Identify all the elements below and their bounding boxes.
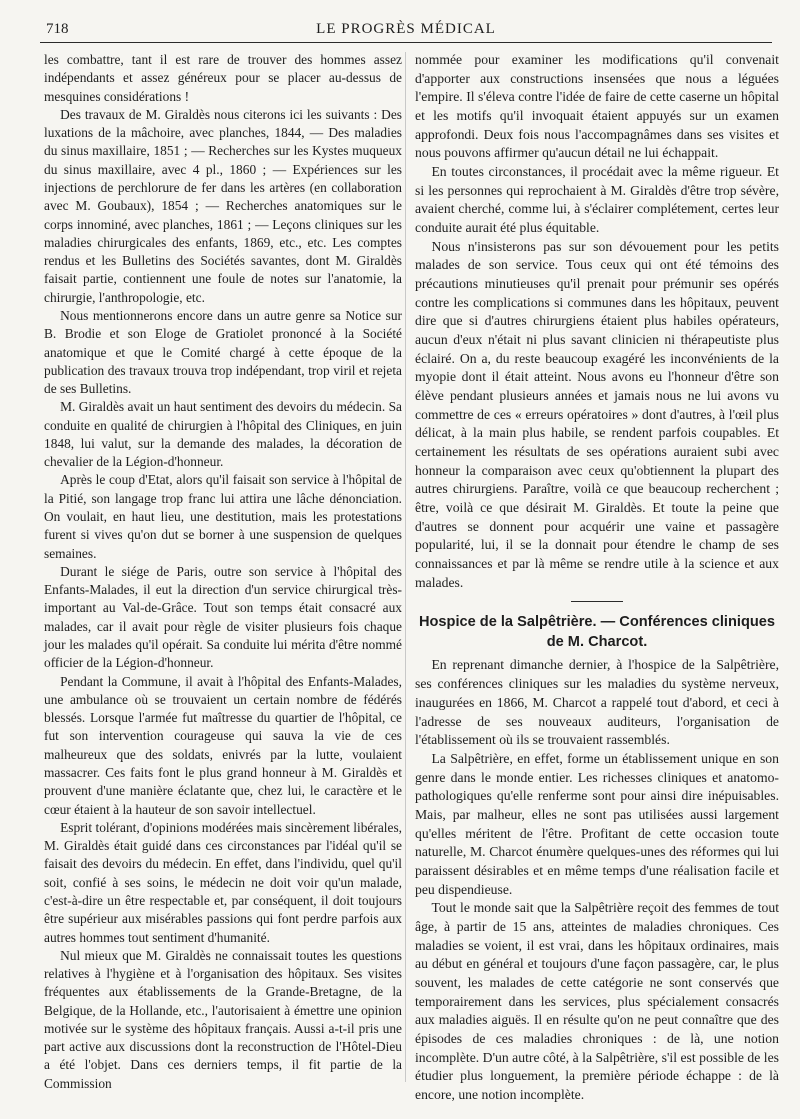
- section-title-line: de M. Charcot.: [546, 634, 648, 651]
- section-title: [415, 612, 779, 652]
- paragraph: En reprenant dimanche dernier, à l'hospice de la Salpêtrière, ses conférences cliniques sur les maladies du système nerveux, inaugurées en 1866, M. Charcot a rappelé tout d'abord, et ceci à l'adresse de ses nouveaux auditeurs, l'organisation de l'établissement où ils se trouvaient rassemblés.: [415, 657, 779, 748]
- paragraph: les combattre, tant il est rare de trouver des hommes assez indépendants et assez généreux pour se placer au-dessus de mesquines considérations !: [44, 52, 402, 104]
- right-column: [415, 51, 779, 1105]
- page-header: [40, 18, 772, 43]
- column-divider: [405, 52, 406, 1082]
- paragraph: Nous mentionnerons encore dans un autre genre sa Notice sur B. Brodie et son Eloge de Gratiolet prononcé à la Société anatomique et que le Comité chargé à cette époque de la publication des travaux trouva trop indépendant, trop viril et rejeta de ses Bulletins.: [44, 307, 402, 397]
- paragraph: Pendant la Commune, il avait à l'hôpital des Enfants-Malades, une ambulance où se trouvaient un certain nombre de fédérés blessés. Lorsque l'armée fut maîtresse du quartier de l'hôpital, ce fut son intervention courageuse qui sauva la vie de ces malheureux que des soldats, enivrés par la lutte, voulaient massacrer. Ces faits font le plus grand honneur à M. Giraldès et prouvent d'une manière éclatante que, chez lui, le caractère et le cœur étaient à la hauteur de son savoir intellectuel.: [44, 673, 402, 817]
- paragraph: nommée pour examiner les modifications qu'il convenait d'apporter aux constructions insensées que nous a léguées l'empire. Il s'éleva contre l'idée de faire de cette caserne un hôpital et les motifs qu'il invoquait étaient appuyés sur un examen approfondi. Deux fois nous l'accompagnâmes dans ses visites et nous pouvons affirmer qu'aucun détail ne lui échappait.: [415, 52, 779, 161]
- paragraph: Durant le siége de Paris, outre son service à l'hôpital des Enfants-Malades, il eut la direction d'un service chirurgical très-important au Val-de-Grâce. Tout son temps était consacré aux malades, car il avait pour règle de visiter plusieurs fois chaque jour les malades qu'il opérait. Sa conduite lui mérita d'être nommé officier de la Légion-d'honneur.: [44, 563, 402, 671]
- paragraph: Des travaux de M. Giraldès nous citerons ici les suivants : Des luxations de la mâchoire, avec planches, 1844, — Des maladies du sinus maxillaire, 1851 ; — Recherches sur les Kystes muqueux du sinus maxillaire, avec 4 pl., 1860 ; — Expériences sur les injections de perchlorure de fer dans les artères (en collaboration avec M. Goubaux), 1854 ; — Recherches anatomiques sur le corps innominé, avec planches, 1861 ; — Leçons cliniques sur les maladies chirurgicales des enfants, 1869, etc., etc. Les comptes rendus et les Bulletins des Sociétés savantes, dont M. Giraldès faisait partie, contiennent une foule de notes sur l'anatomie, la chirurgie, l'anthropologie, etc.: [44, 106, 402, 305]
- journal-title: LE PROGRÈS MÉDICAL: [316, 21, 496, 37]
- paragraph: Après le coup d'Etat, alors qu'il faisait son service à l'hôpital de la Pitié, son langage trop franc lui attira une lâche dénonciation. On voulait, en haut lieu, une destitution, mais les protestations furent si vives qu'on dut se borner à une suspension de quelques semaines.: [44, 472, 402, 561]
- paragraph: Nous n'insisterons pas sur son dévouement pour les petits malades de son service. Tous ceux qui ont été témoins des précautions minutieuses qu'il prenait pour prémunir ses opérés contre les complications si communes dans les hôpitaux, peuvent dire que si d'autres chirurgiens étaient plus habiles opérateurs, aucun d'eux n'était ni plus savant clinicien ni thérapeutiste plus éclairé. On a, du reste beaucoup exagéré les inconvénients de la myopie dont il était atteint. Nous avons eu l'honneur d'être son élève pendant plusieurs années et jamais nous ne lui avons vu commettre de ces « erreurs opératoires » dont d'autres, à l'œil plus délicat, à la main plus habile, se rendent parfois coupables. Et certainement les résultats de ses opérations auraient subi avec honneur la comparaison avec ceux qu'obtiennent la plupart des autres chirurgiens. Paraître, voilà ce que beaucoup recherchent ; être, voilà ce que désirait M. Giraldès. Et toute la peine que d'autres se donnent pour acquérir une vaine et passagère popularité, lui, il se la donnait pour étendre le champ de ses connaissances et par là même se rendre utile à la science et aux malades.: [415, 238, 779, 590]
- paragraph: La Salpêtrière, en effet, forme un établissement unique en son genre dans le monde entier. Les richesses cliniques et anatomo-pathologiques qu'elle renferme sont pour ainsi dire inépuisables. Mais, par malheur, elles ne sont pas utilisées aussi largement qu'elles méritent de l'être. Profitant de cette occasion toute naturelle, M. Charcot énumère quelques-unes des réformes qui lui paraissent désirables et en même temps d'une réalisation facile et peu dispendieuse.: [415, 750, 779, 897]
- paragraph: En toutes circonstances, il procédait avec la même rigueur. Et si les personnes qui reprochaient à M. Giraldès d'être trop sévère, avaient cherché, comme lui, à s'éclairer complétement, certes leur conduite aurait été plus équitable.: [415, 164, 779, 236]
- page-number: 718: [46, 21, 69, 37]
- paragraph: Nul mieux que M. Giraldès ne connaissait toutes les questions relatives à l'hygiène et à l'organisation des hôpitaux. Ses visites fréquentes aux établissements de la Grande-Bretagne, de la Belgique, de la Hollande, etc., l'autorisaient à émettre une opinion motivée sur le système des hôpitaux français. Aussi a-t-il pris une part active aux discussions dont la reconstruction de l'Hôtel-Dieu a été l'objet. Dans ces derniers temps, il fit partie de la Commission: [44, 947, 402, 1091]
- paragraph: Esprit tolérant, d'opinions modérées mais sincèrement libérales, M. Giraldès était guidé dans ces circonstances par l'idéal qu'il se faisait des devoirs du médecin. En effet, dans l'individu, quel qu'il soit, confié à ses soins, le médecin ne doit voir qu'un malade, c'est-à-dire un être respectable et, par conséquent, il doit toujours être supérieur aux misérables passions qui font perdre parfois aux autres hommes tout sentiment d'humanité.: [44, 819, 402, 945]
- section-rule: [571, 601, 623, 602]
- paragraph: Tout le monde sait que la Salpêtrière reçoit des femmes de tout âge, à partir de 15 ans, atteintes de maladies chroniques. Ces maladies se voient, il est vrai, dans les hôpitaux ordinaires, mais au début en général et toujours d'une façon passagère, car, le plus souvent, les malades de cette catégorie ne sont conservés que temporairement dans les services, plus spécialement consacrés aux maladies aiguës. Il en résulte qu'on ne peut connaître que des épisodes de ces maladies chroniques : de là, une notion incomplète. D'un autre côté, à la Salpêtrière, s'il est possible de les étudier plus longuement, la première période échappe : de là encore, une notion incomplète.: [415, 900, 779, 1102]
- left-column: [44, 51, 402, 1093]
- section-title-line: Hospice de la Salpêtrière. — Conférences cliniques: [418, 614, 776, 631]
- paragraph: M. Giraldès avait un haut sentiment des devoirs du médecin. Sa conduite en qualité de chirurgien à l'hôpital des Cliniques, en juin 1848, lui valut, sur la demande des malades, la décoration de chevalier de la Légion-d'honneur.: [44, 399, 402, 470]
